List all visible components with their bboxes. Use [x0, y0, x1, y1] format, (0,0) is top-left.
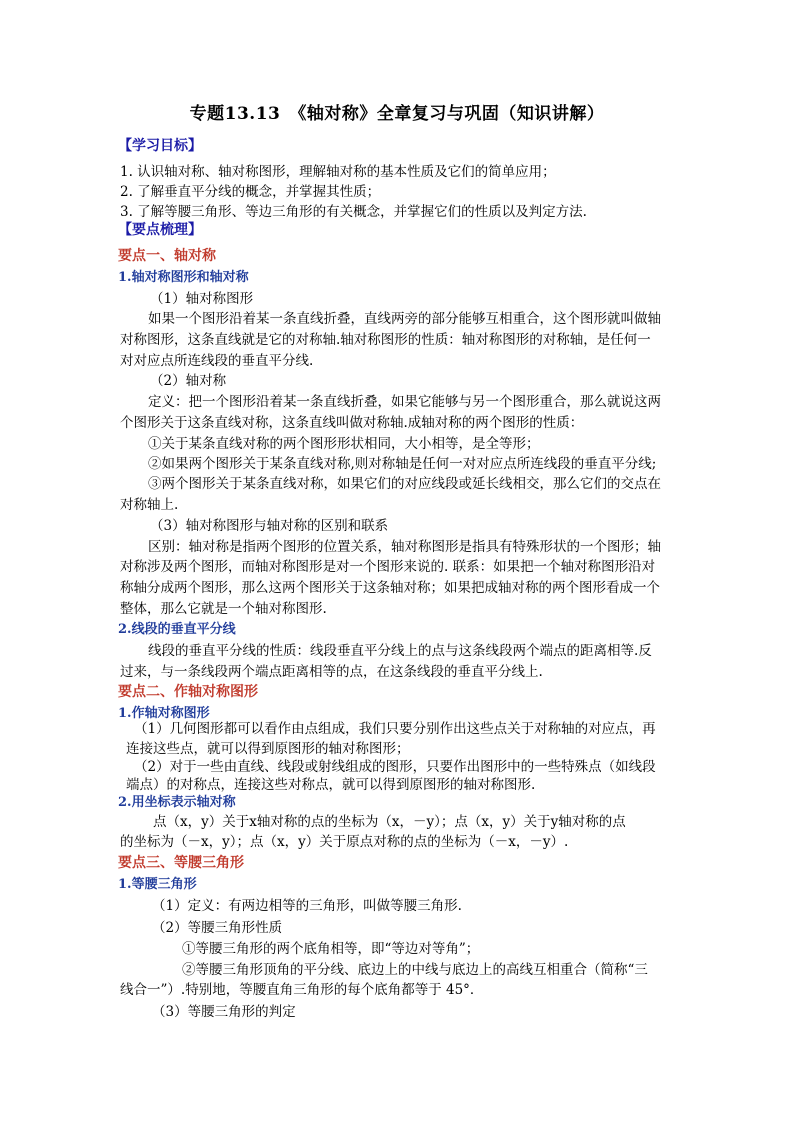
goal-item: 2. 了解垂直平分线的概念，并掌握其性质； [120, 184, 381, 200]
paragraph-line: （3）等腰三角形的判定 [152, 1004, 296, 1020]
paragraph-line: 对称涉及两个图形，而轴对称图形是对一个图形来说的. 联系：如果把一个轴对称图形沿对 [120, 559, 656, 575]
paragraph-line: 点（x，y）关于x轴对称的点的坐标为（x，－y）；点（x，y）关于y轴对称的点 [153, 814, 626, 830]
goals-label: 【学习目标】 [118, 138, 202, 154]
goal-item: 3. 了解等腰三角形、等边三角形的有关概念，并掌握它们的性质以及判定方法. [120, 204, 587, 220]
paragraph-line: 个图形关于这条直线对称，这条直线叫做对称轴.成轴对称的两个图形的性质： [120, 415, 584, 431]
paragraph-line: 整体，那么它就是一个轴对称图形. [120, 601, 327, 617]
section-heading: 要点三、等腰三角形 [118, 855, 244, 871]
item-label: （3）轴对称图形与轴对称的区别和联系 [150, 518, 389, 534]
paragraph-line: ②如果两个图形关于某条直线对称,则对称轴是任何一对对应点所连线段的垂直平分线; [148, 456, 657, 472]
paragraph-line: ①等腰三角形的两个底角相等，即“等边对等角”； [182, 941, 480, 957]
paragraph-line: 如果一个图形沿着某一条直线折叠，直线两旁的部分能够互相重合，这个图形就叫做轴 [148, 311, 661, 327]
paragraph-line: 的坐标为（－x，y）；点（x，y）关于原点对称的点的坐标为（－x，－y）. [120, 834, 569, 850]
paragraph-line: 对称图形，这条直线就是它的对称轴.轴对称图形的性质：轴对称图形的对称轴，是任何一 [120, 332, 651, 348]
subsection-heading: 1.轴对称图形和轴对称 [118, 270, 249, 285]
item-label: （2）轴对称 [150, 373, 227, 389]
item-label: （1）轴对称图形 [150, 291, 254, 307]
paragraph-line: 线合一”）.特别地，等腰直角三角形的每个底角都等于 45°． [120, 982, 484, 998]
paragraph-line: （2）等腰三角形性质 [152, 920, 283, 936]
paragraph-line: 端点）的对称点，连接这些对称点，就可以得到原图形的轴对称图形. [126, 777, 536, 793]
paragraph-line: 连接这些点，就可以得到原图形的轴对称图形； [126, 741, 410, 757]
outline-label: 【要点梳理】 [118, 222, 202, 238]
subsection-heading: 2.用坐标表示轴对称 [118, 795, 236, 810]
page-title: 专题13.13 《轴对称》全章复习与巩固（知识讲解） [189, 104, 605, 124]
paragraph-line: （1）定义：有两边相等的三角形，叫做等腰三角形. [152, 898, 462, 914]
paragraph-line: 对称轴上. [120, 497, 179, 513]
paragraph-line: （1）几何图形都可以看作由点组成，我们只要分别作出这些点关于对称轴的对应点，再 [134, 721, 656, 737]
section-heading: 要点一、轴对称 [118, 248, 216, 264]
paragraph-line: 对对应点所连线段的垂直平分线. [120, 353, 314, 369]
paragraph-line: 称轴分成两个图形，那么这两个图形关于这条轴对称；如果把成轴对称的两个图形看成一个 [120, 580, 660, 596]
goal-item: 1. 认识轴对称、轴对称图形，理解轴对称的基本性质及它们的简单应用； [120, 164, 556, 180]
paragraph-line: ①关于某条直线对称的两个图形形状相同，大小相等，是全等形； [148, 436, 540, 452]
paragraph-line: 线段的垂直平分线的性质：线段垂直平分线上的点与这条线段两个端点的距离相等.反 [148, 643, 652, 659]
paragraph-line: ②等腰三角形顶角的平分线、底边上的中线与底边上的高线互相重合（简称“三 [182, 962, 648, 978]
subsection-heading: 1.等腰三角形 [118, 877, 197, 892]
subsection-heading: 2.线段的垂直平分线 [118, 622, 236, 637]
paragraph-line: （2）对于一些由直线、线段或射线组成的图形，只要作出图形中的一些特殊点（如线段 [134, 759, 656, 775]
section-heading: 要点二、作轴对称图形 [118, 684, 258, 700]
paragraph-line: 定义：把一个图形沿着某一条直线折叠，如果它能够与另一个图形重合，那么就说这两 [148, 394, 661, 410]
paragraph-line: 过来，与一条线段两个端点距离相等的点，在这条线段的垂直平分线上. [120, 664, 543, 680]
subsection-heading: 1.作轴对称图形 [118, 706, 210, 721]
paragraph-line: ③两个图形关于某条直线对称，如果它们的对应线段或延长线相交，那么它们的交点在 [148, 476, 661, 492]
paragraph-line: 区别：轴对称是指两个图形的位置关系，轴对称图形是指具有特殊形状的一个图形；轴 [148, 539, 661, 555]
